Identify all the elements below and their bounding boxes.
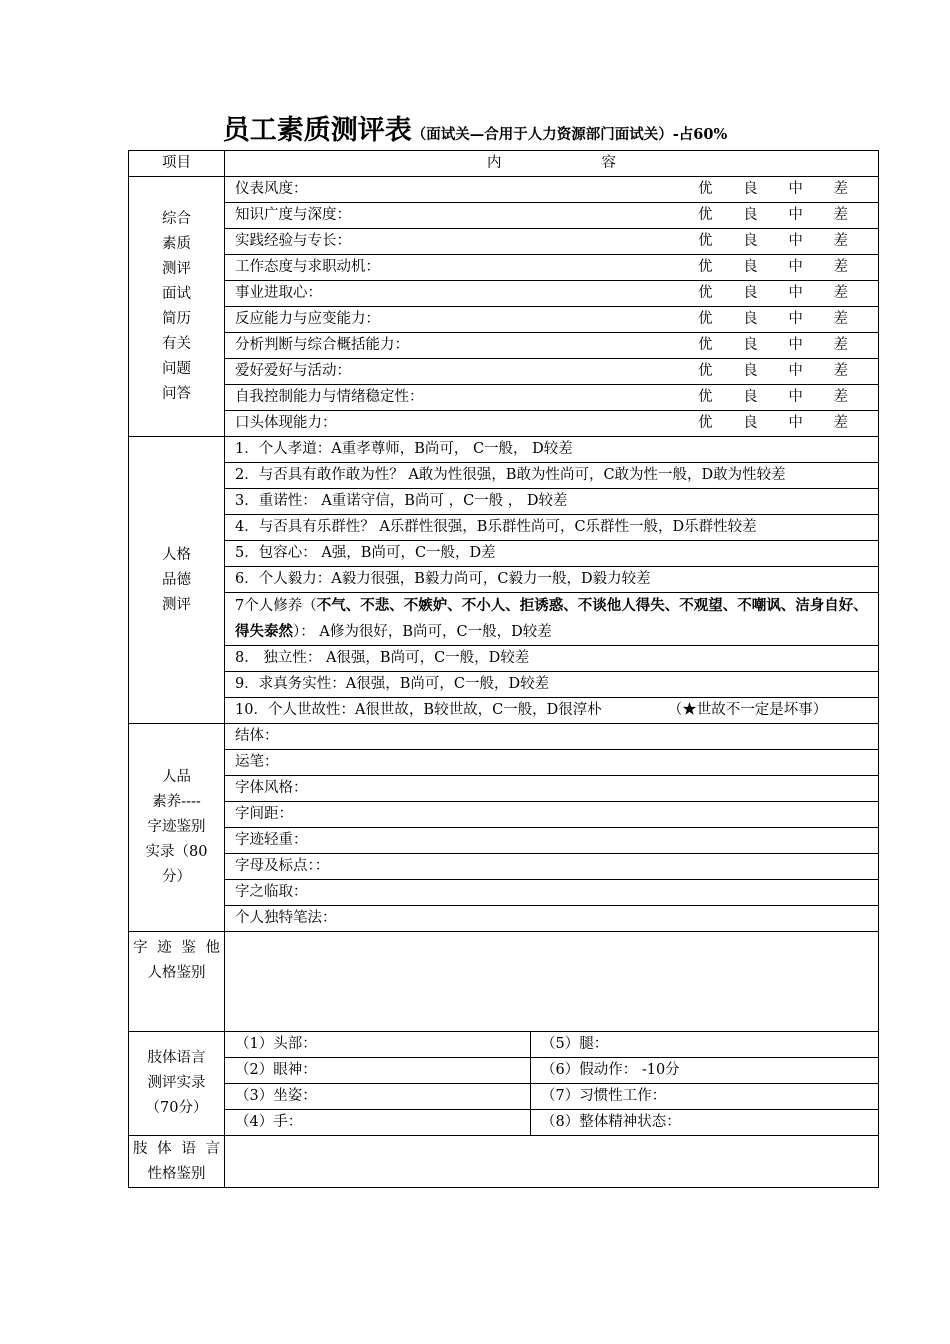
- trait-row: 5．包容心： A强，B尚可，C一般，D差: [225, 541, 879, 567]
- grade-options[interactable]: 优 良 中 差: [698, 233, 848, 249]
- body-language-left: （3）坐姿：: [225, 1084, 531, 1110]
- eval-row: 仪表风度： 优 良 中 差: [225, 177, 879, 203]
- eval-row: 自我控制能力与情绪稳定性： 优 良 中 差: [225, 385, 879, 411]
- section6-label: 肢体语言 性格鉴别: [129, 1136, 225, 1188]
- trait-row: 2．与否具有敢作敢为性？ A敢为性很强，B敢为性尚可，C敢为性一般，D敢为性较差: [225, 463, 879, 489]
- handwriting-row: 个人独特笔法：: [225, 906, 879, 932]
- trait-row: 3．重诺性： A重诺守信，B尚可 ，C一般 ， D较差: [225, 489, 879, 515]
- body-language-left: （2）眼神：: [225, 1058, 531, 1084]
- eval-row: 分析判断与综合概括能力： 优 良 中 差: [225, 333, 879, 359]
- eval-row: 爱好爱好与活动： 优 良 中 差: [225, 359, 879, 385]
- eval-row: 实践经验与专长： 优 良 中 差: [225, 229, 879, 255]
- eval-row: 口头体现能力： 优 良 中 差: [225, 411, 879, 437]
- trait-row: 9．求真务实性：A很强，B尚可，C一般，D较差: [225, 672, 879, 698]
- grade-options[interactable]: 优 良 中 差: [698, 285, 848, 301]
- handwriting-row: 结体：: [225, 724, 879, 750]
- body-language-personality-field[interactable]: [225, 1136, 879, 1188]
- header-item: 项目: [129, 151, 225, 177]
- eval-row: 工作态度与求职动机： 优 良 中 差: [225, 255, 879, 281]
- handwriting-row: 字母及标点：：: [225, 854, 879, 880]
- trait-row-cultivation: 7个人修养（不气、不悲、不嫉妒、不小人、拒诱惑、不谈他人得失、不观望、不嘲讽、洁身自好、得失泰然）： A修为很好，B尚可，C一般，D较差: [225, 593, 879, 646]
- handwriting-row: 字体风格：: [225, 776, 879, 802]
- section2-label: 人格 品德 测评: [129, 437, 225, 724]
- form-title-sub: （面试关—合用于人力资源部门面试关）-占60%: [411, 126, 728, 143]
- grade-options[interactable]: 优 良 中 差: [698, 389, 848, 405]
- trait-row: 4．与否具有乐群性？ A乐群性很强，B乐群性尚可，C乐群性一般，D乐群性较差: [225, 515, 879, 541]
- section3-label: 人品 素养---- 字迹鉴别 实录（80 分）: [129, 724, 225, 932]
- section1-label: 综合 素质 测评 面试 简历 有关 问题 问答: [129, 177, 225, 437]
- trait-row-worldliness: 10．个人世故性：A很世故，B较世故，C一般，D很淳朴 （★世故不一定是坏事）: [225, 698, 879, 724]
- grade-options[interactable]: 优 良 中 差: [698, 337, 848, 353]
- header-content: 内 容: [225, 151, 879, 177]
- body-language-right: （7）习惯性工作：: [531, 1084, 879, 1110]
- eval-row: 事业进取心： 优 良 中 差: [225, 281, 879, 307]
- body-language-right: （5）腿：: [531, 1032, 879, 1058]
- handwriting-personality-field[interactable]: [225, 932, 879, 1032]
- form-title-main: 员工素质测评表: [222, 115, 412, 146]
- trait-row: 1．个人孝道：A重孝尊师，B尚可， C一般， D较差: [225, 437, 879, 463]
- grade-options[interactable]: 优 良 中 差: [698, 363, 848, 379]
- body-language-left: （4）手：: [225, 1110, 531, 1136]
- section4-label: 字迹鉴他 人格鉴别: [129, 932, 225, 1032]
- handwriting-row: 字之临取：: [225, 880, 879, 906]
- handwriting-row: 运笔：: [225, 750, 879, 776]
- grade-options[interactable]: 优 良 中 差: [698, 415, 848, 431]
- evaluation-table: [128, 150, 879, 1188]
- body-language-left: （1）头部：: [225, 1032, 531, 1058]
- grade-options[interactable]: 优 良 中 差: [698, 181, 848, 197]
- handwriting-row: 字间距：: [225, 802, 879, 828]
- section5-label: 肢体语言 测评实录 （70分）: [129, 1032, 225, 1136]
- body-language-right: （8）整体精神状态：: [531, 1110, 879, 1136]
- eval-row: 反应能力与应变能力： 优 良 中 差: [225, 307, 879, 333]
- eval-row: 知识广度与深度： 优 良 中 差: [225, 203, 879, 229]
- body-language-right: （6）假动作： -10分: [531, 1058, 879, 1084]
- handwriting-row: 字迹轻重：: [225, 828, 879, 854]
- grade-options[interactable]: 优 良 中 差: [698, 259, 848, 275]
- grade-options[interactable]: 优 良 中 差: [698, 207, 848, 223]
- form-title: [0, 108, 950, 147]
- trait-row: 6．个人毅力：A毅力很强，B毅力尚可，C毅力一般，D毅力较差: [225, 567, 879, 593]
- grade-options[interactable]: 优 良 中 差: [698, 311, 848, 327]
- trait-row: 8． 独立性： A很强，B尚可，C一般，D较差: [225, 646, 879, 672]
